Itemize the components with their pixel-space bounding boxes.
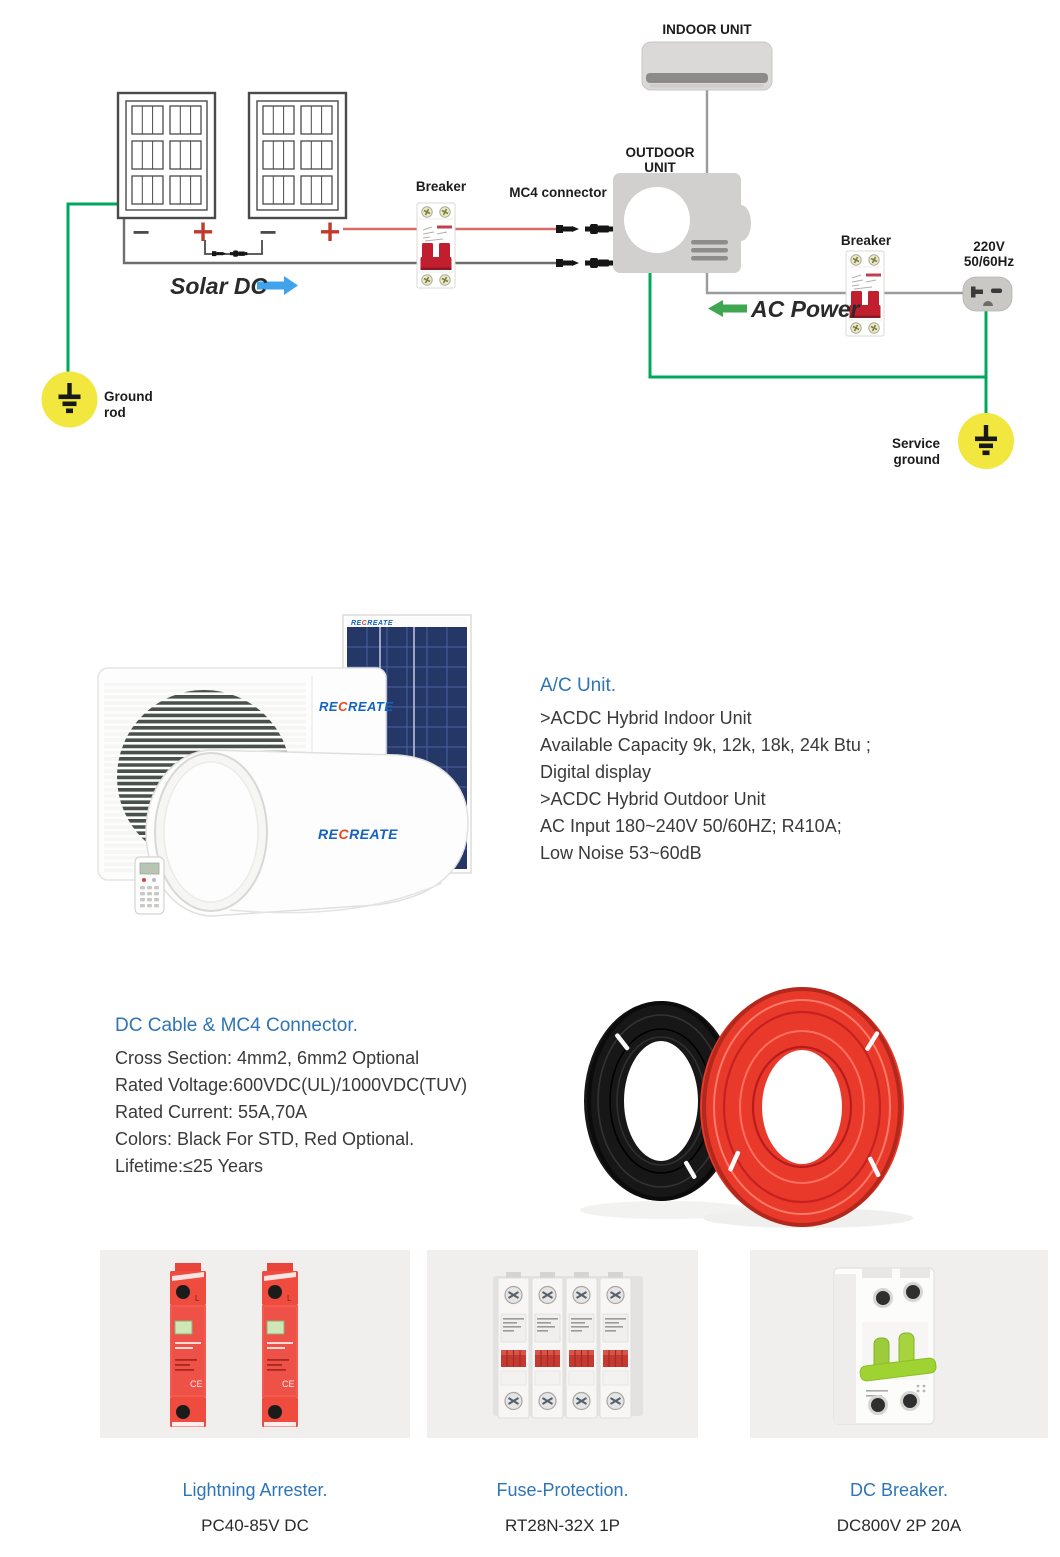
fuse-pole-2 (532, 1272, 563, 1418)
panel1-plus-label: + (190, 214, 216, 248)
ac-power-arrow-icon (708, 300, 747, 317)
ground-rod-icon (42, 372, 98, 428)
panel2-minus-label: − (257, 218, 279, 246)
voltage-label-1: 220V (973, 239, 1005, 254)
product-name: Fuse-Protection. (496, 1480, 629, 1500)
ac-unit-line: Available Capacity 9k, 12k, 18k, 24k Btu ; (540, 735, 871, 755)
mc4-connector-label: MC4 connector (509, 185, 607, 200)
dc-cable-line: Lifetime:≤25 Years (115, 1156, 263, 1176)
ac-unit-line: AC Input 180~240V 50/60HZ; R410A; (540, 816, 842, 836)
panel2-plus-label: + (317, 214, 343, 248)
mc4-pair-negative-icon (556, 258, 613, 268)
service-ground-label-1: Service (891, 436, 940, 451)
dc-cable-section (115, 1014, 555, 1180)
breaker-screw (875, 1290, 892, 1307)
cable-coils-image (560, 960, 980, 1240)
service-ground-icon (958, 413, 1014, 469)
breaker-left-label: Breaker (415, 179, 467, 194)
lightning-arrester-caption (100, 1479, 410, 1538)
ac-wire (707, 273, 966, 293)
product-model: PC40-85V DC (201, 1516, 309, 1535)
indoor-unit-diagram (642, 42, 772, 90)
solar-dc-label: Solar DC (170, 273, 268, 299)
ac-unit-section (540, 674, 980, 867)
dc-cable-heading: DC Cable & MC4 Connector. (115, 1015, 358, 1036)
ground-rod-label-2: rod (104, 405, 126, 420)
hero-remote-control (135, 857, 164, 914)
outdoor-unit-label-1: OUTDOOR (625, 145, 695, 160)
indoor-unit-label: INDOOR UNIT (662, 22, 752, 37)
lightning-arrester-card (100, 1250, 410, 1438)
breaker-screw (902, 1393, 919, 1410)
dc-cable-line: Cross Section: 4mm2, 6mm2 Optional (115, 1048, 420, 1068)
dc-cable-line: Colors: Black For STD, Red Optional. (115, 1129, 415, 1149)
ground-wire-left (68, 204, 118, 372)
fuse-pole-1 (498, 1272, 529, 1418)
red-cable-coil (704, 989, 900, 1225)
voltage-label-2: 50/60Hz (963, 254, 1015, 269)
lightning-arrester-image: L CE (100, 1250, 410, 1438)
breaker-screw (870, 1397, 887, 1414)
outdoor-unit-label-2: UNIT (644, 160, 676, 175)
ac-breaker-icon (846, 251, 884, 336)
product-name: Lightning Arrester. (182, 1480, 328, 1500)
panel-logo: RECREATE (351, 620, 394, 627)
dc-breaker-icon (417, 203, 455, 288)
fuse-pole-4 (600, 1272, 631, 1418)
solar-panel-1 (118, 93, 215, 218)
power-outlet-icon (963, 277, 1012, 311)
product-name: DC Breaker. (849, 1480, 949, 1500)
service-ground-label-2: ground (893, 452, 940, 467)
indoor-unit-logo: RECREATE (318, 826, 398, 842)
product-model: RT28N-32X 1P (505, 1516, 620, 1535)
wiring-diagram (0, 0, 1060, 500)
breaker-right-label: Breaker (840, 233, 892, 248)
ac-product-image (80, 580, 520, 930)
dc-cable-line: Rated Voltage:600VDC(UL)/1000VDC(TUV) (115, 1075, 468, 1095)
fuse-pole-3 (566, 1272, 597, 1418)
product-model: DC800V 2P 20A (836, 1516, 962, 1535)
outdoor-unit-logo: RECREATE (319, 699, 394, 714)
solar-panel-2 (249, 93, 346, 218)
hero-indoor-unit (146, 750, 468, 916)
ac-unit-line: >ACDC Hybrid Outdoor Unit (540, 789, 766, 809)
fuse-protection-card (427, 1250, 698, 1438)
breaker-screw (905, 1284, 922, 1301)
ac-unit-line: Digital display (540, 762, 652, 782)
outdoor-unit-diagram (613, 173, 751, 273)
dc-cable-line: Rated Current: 55A,70A (115, 1102, 308, 1122)
ground-rod-label-1: Ground (104, 389, 153, 404)
fuse-protection-image (427, 1250, 698, 1438)
dc-breaker-caption (750, 1479, 1048, 1538)
ac-unit-heading: A/C Unit. (540, 675, 617, 696)
ac-power-label: AC Power (751, 296, 860, 322)
ac-unit-line: Low Noise 53~60dB (540, 843, 702, 863)
fuse-protection-caption (427, 1479, 698, 1538)
ac-unit-line: >ACDC Hybrid Indoor Unit (540, 708, 752, 728)
mc4-pair-positive-icon (556, 224, 613, 234)
dc-breaker-image (750, 1250, 1048, 1438)
arrester-module-2 (262, 1263, 298, 1427)
panel1-minus-label: − (130, 218, 152, 246)
arrester-module-1 (170, 1263, 206, 1427)
dc-breaker-card (750, 1250, 1048, 1438)
